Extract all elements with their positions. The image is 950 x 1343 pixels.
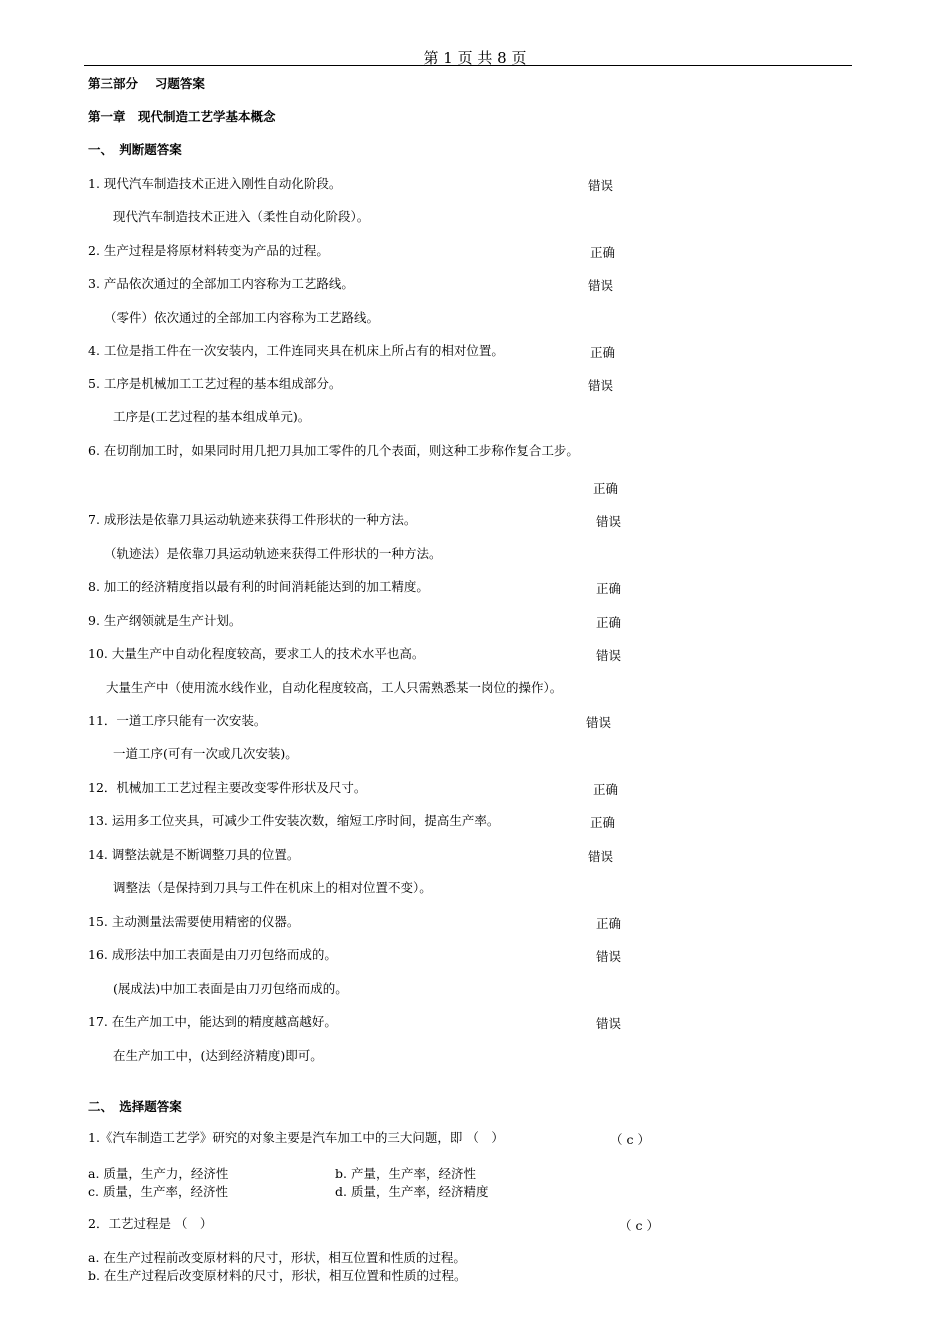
judgment-question: 16. 成形法中加工表面是由刀刃包络而成的。 — [88, 947, 337, 962]
choice-option: d. 质量，生产率，经济精度 — [335, 1184, 489, 1199]
judgment-correction: 工序是(工艺过程的基本组成单元)。 — [113, 409, 311, 424]
judgment-correction: (展成法)中加工表面是由刀刃包络而成的。 — [113, 981, 348, 996]
judgment-verdict: 错误 — [586, 715, 612, 730]
judgment-verdict: 错误 — [596, 514, 622, 529]
judgment-verdict: 正确 — [596, 916, 622, 931]
judgment-question: 2. 生产过程是将原材料转变为产品的过程。 — [88, 243, 329, 258]
judgment-correction: （轨迹法）是依靠刀具运动轨迹来获得工件形状的一种方法。 — [104, 546, 442, 561]
judgment-verdict: 错误 — [588, 278, 614, 293]
judgment-verdict: 正确 — [590, 245, 616, 260]
choice-question: 2．工艺过程是 （ ） — [88, 1216, 213, 1231]
judgment-correction: （零件）依次通过的全部加工内容称为工艺路线。 — [104, 310, 380, 325]
judgment-verdict: 错误 — [596, 1016, 622, 1031]
judgment-verdict: 错误 — [596, 949, 622, 964]
judgment-verdict: 错误 — [588, 178, 614, 193]
judgment-question: 8. 加工的经济精度指以最有利的时间消耗能达到的加工精度。 — [88, 579, 429, 594]
judgment-question: 9. 生产纲领就是生产计划。 — [88, 613, 242, 628]
judgment-question: 10. 大量生产中自动化程度较高，要求工人的技术水平也高。 — [88, 646, 425, 661]
choice-option: a. 质量，生产力，经济性 — [88, 1166, 229, 1181]
judgment-correction: 现代汽车制造技术正进入（柔性自动化阶段）。 — [113, 209, 370, 224]
header-rule — [84, 65, 852, 66]
choice-option: b. 在生产过程后改变原材料的尺寸，形状，相互位置和性质的过程。 — [88, 1268, 467, 1283]
judgment-question: 4. 工位是指工件在一次安装内，工件连同夹具在机床上所占有的相对位置。 — [88, 343, 504, 358]
choice-option: c. 质量，生产率，经济性 — [88, 1184, 228, 1199]
judgment-verdict: 正确 — [590, 345, 616, 360]
choice-answer: （ c ） — [619, 1218, 659, 1233]
choice-option: b. 产量，生产率，经济性 — [335, 1166, 476, 1181]
judgment-question: 13. 运用多工位夹具，可减少工件安装次数，缩短工序时间，提高生产率。 — [88, 813, 500, 828]
judgment-question: 17. 在生产加工中，能达到的精度越高越好。 — [88, 1014, 337, 1029]
judgment-verdict: 错误 — [588, 378, 614, 393]
judgment-verdict: 错误 — [596, 648, 622, 663]
judgment-verdict: 正确 — [593, 782, 619, 797]
part-title: 第三部分 习题答案 — [88, 76, 205, 91]
judgment-correction: 一道工序(可有一次或几次安装)。 — [113, 746, 298, 761]
choice-option: a. 在生产过程前改变原材料的尺寸，形状，相互位置和性质的过程。 — [88, 1250, 466, 1265]
section-title-choice: 二、 选择题答案 — [88, 1099, 182, 1114]
judgment-verdict: 正确 — [596, 581, 622, 596]
judgment-question: 5. 工序是机械加工工艺过程的基本组成部分。 — [88, 376, 342, 391]
judgment-correction: 大量生产中（使用流水线作业，自动化程度较高，工人只需熟悉某一岗位的操作）。 — [106, 680, 563, 695]
judgment-correction: 在生产加工中，(达到经济精度)即可。 — [113, 1048, 323, 1063]
judgment-question: 7. 成形法是依靠刀具运动轨迹来获得工件形状的一种方法。 — [88, 512, 417, 527]
judgment-question: 11．一道工序只能有一次安装。 — [88, 713, 267, 728]
judgment-question: 15. 主动测量法需要使用精密的仪器。 — [88, 914, 300, 929]
judgment-verdict: 正确 — [593, 481, 619, 496]
judgment-question: 1. 现代汽车制造技术正进入刚性自动化阶段。 — [88, 176, 342, 191]
judgment-question: 3. 产品依次通过的全部加工内容称为工艺路线。 — [88, 276, 354, 291]
page-header: 第 1 页 共 8 页 — [423, 49, 527, 67]
judgment-verdict: 正确 — [596, 615, 622, 630]
judgment-question: 6. 在切削加工时，如果同时用几把刀具加工零件的几个表面，则这种工步称作复合工步。 — [88, 443, 579, 458]
chapter-title: 第一章 现代制造工艺学基本概念 — [88, 109, 276, 124]
section-title-judgment: 一、 判断题答案 — [88, 142, 182, 157]
choice-answer: （ c ） — [610, 1132, 650, 1147]
judgment-verdict: 正确 — [590, 815, 616, 830]
judgment-question: 12．机械加工工艺过程主要改变零件形状及尺寸。 — [88, 780, 367, 795]
choice-question: 1.《汽车制造工艺学》研究的对象主要是汽车加工中的三大问题，即 （ ） — [88, 1130, 504, 1145]
judgment-correction: 调整法（是保持到刀具与工件在机床上的相对位置不变）。 — [113, 880, 432, 895]
judgment-verdict: 错误 — [588, 849, 614, 864]
judgment-question: 14. 调整法就是不断调整刀具的位置。 — [88, 847, 300, 862]
